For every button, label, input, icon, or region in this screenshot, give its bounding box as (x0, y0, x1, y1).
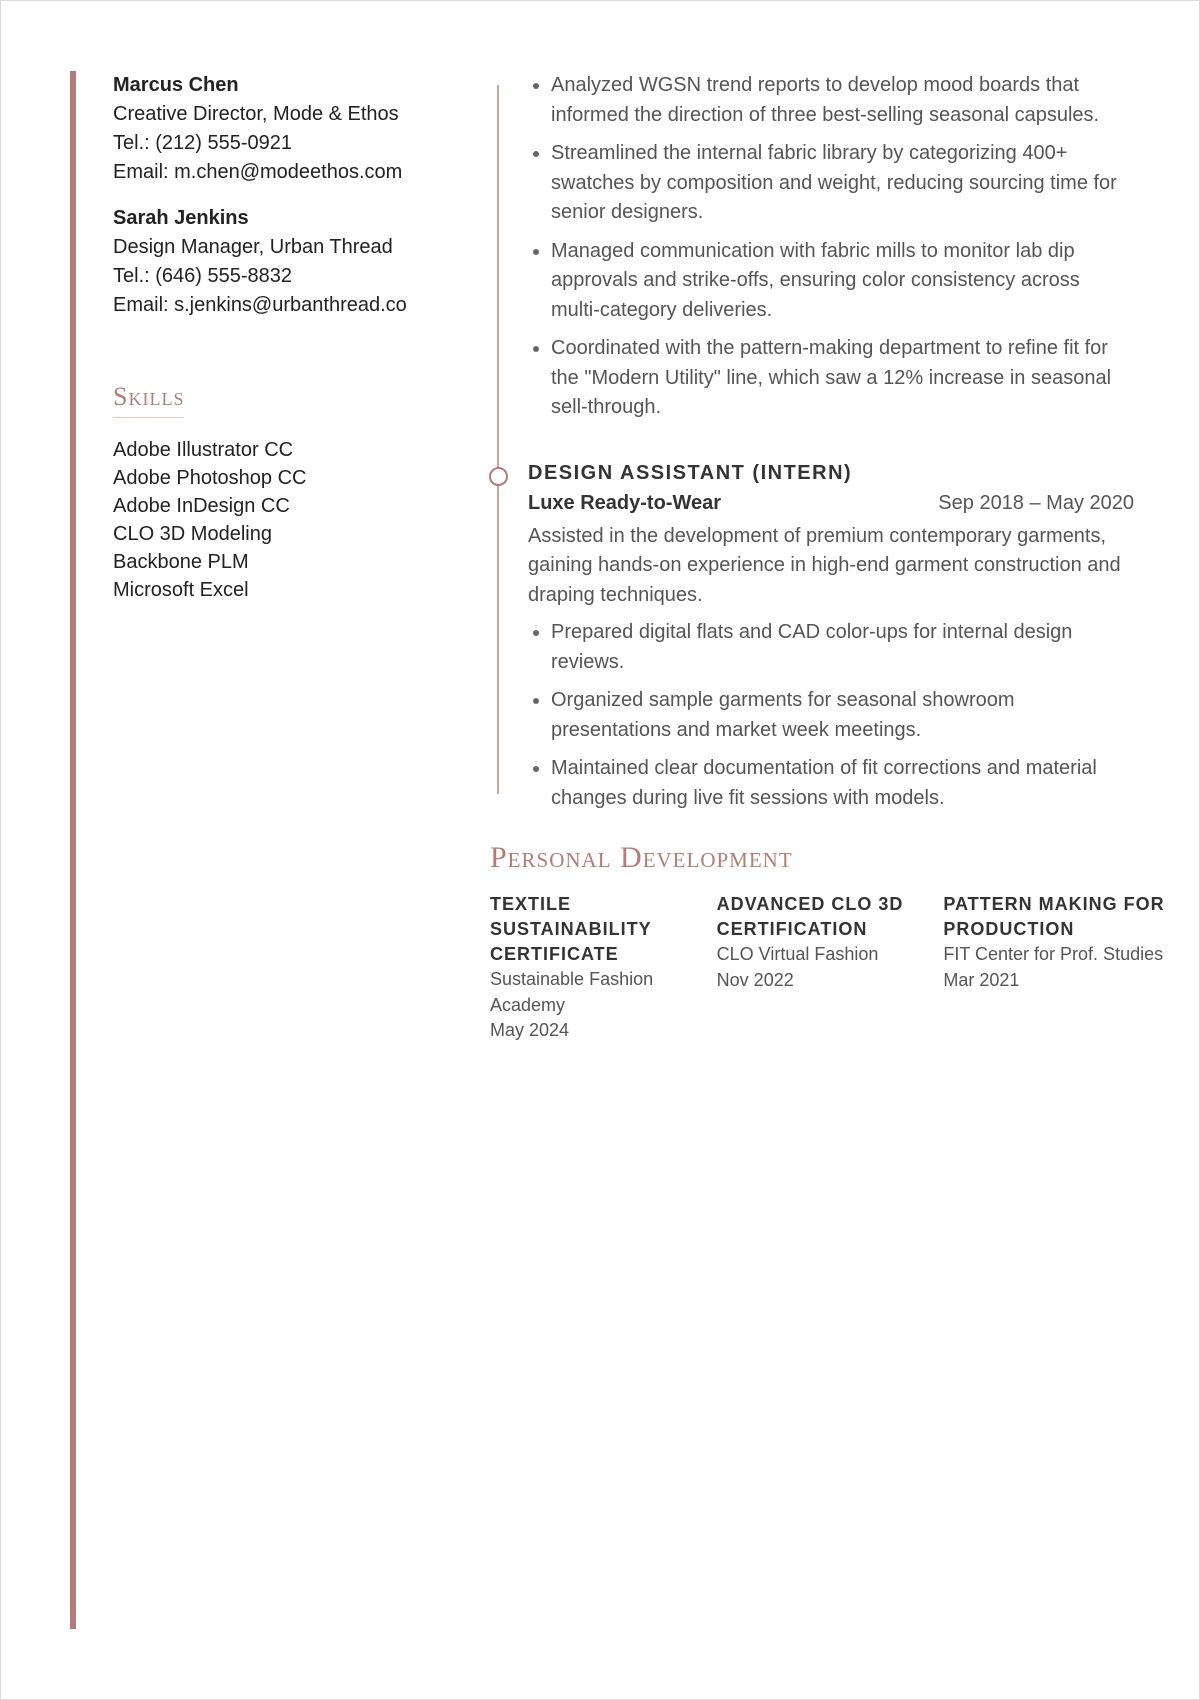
bullet-item: • Organized sample garments for seasonal showroom presentations and market week meetings. (551, 686, 1134, 745)
skill-item: Adobe Photoshop CC (113, 467, 307, 489)
skill-item: Backbone PLM (113, 551, 249, 573)
accent-bar (70, 71, 76, 1629)
certificate-issuer: FIT Center for Prof. Studies (943, 944, 1164, 964)
reference-entry (113, 204, 453, 320)
bullet-item: • Streamlined the internal fabric library by categorizing 400+ swatches by composition and weight, reducing sourcing time for senior designers. (551, 139, 1134, 228)
job-bullets (528, 618, 1134, 813)
reference-entry (113, 71, 453, 187)
personal-development-heading: Personal Development (490, 841, 793, 874)
certificate-card (717, 892, 944, 1044)
certificate-issuer: Sustainable Fashion Academy (490, 969, 654, 1015)
certificate-card (943, 892, 1170, 1044)
skills-list (113, 436, 453, 604)
reference-title: Creative Director, Mode & Ethos (113, 103, 399, 125)
skill-item: Adobe InDesign CC (113, 495, 290, 517)
skills-heading: Skills (113, 382, 184, 418)
certificate-date: Mar 2021 (943, 969, 1020, 990)
job-dates: Sep 2018 – May 2020 (938, 491, 1134, 514)
certificate-title: PATTERN MAKING FOR PRODUCTION (943, 894, 1165, 939)
reference-title: Design Manager, Urban Thread (113, 236, 393, 258)
skill-item: Microsoft Excel (113, 579, 249, 601)
job-company: Luxe Ready-to-Wear (528, 491, 722, 514)
skill-item: CLO 3D Modeling (113, 523, 272, 545)
previous-job-bullets (528, 71, 1134, 423)
certificate-title: ADVANCED CLO 3D CERTIFICATION (716, 894, 904, 939)
reference-name: Marcus Chen (113, 74, 239, 96)
bullet-item: • Managed communication with fabric mills to monitor lab dip approvals and strike-offs, ensuring color consistency across multi-category deliveries. (551, 237, 1134, 326)
job-meta (528, 488, 1134, 518)
bullet-item: • Prepared digital flats and CAD color-ups for internal design reviews. (551, 618, 1134, 677)
bullet-item: • Maintained clear documentation of fit corrections and material changes during live fit sessions with models. (551, 754, 1134, 813)
certificate-issuer: CLO Virtual Fashion (716, 944, 879, 964)
reference-email: Email: s.jenkins@urbanthread.co (113, 294, 407, 316)
job-title: DESIGN ASSISTANT (INTERN) (528, 461, 853, 484)
job-description: Assisted in the development of premium contemporary garments, gaining hands-on experience in high-end garment construction and draping techniques. (528, 524, 1121, 606)
skill-item: Adobe Illustrator CC (113, 439, 294, 461)
certificate-title: TEXTILE SUSTAINABILITY CERTIFICATE (490, 894, 652, 964)
certificates-row (490, 892, 1170, 1044)
bullet-item: • Coordinated with the pattern-making department to refine fit for the "Modern Utility" line, which saw a 12% increase in seasonal sell-through. (551, 334, 1134, 423)
certificate-date: May 2024 (490, 1020, 570, 1040)
reference-email: Email: m.chen@modeethos.com (113, 161, 403, 183)
timeline-node-icon (489, 467, 508, 486)
reference-phone: Tel.: (212) 555-0921 (113, 132, 293, 154)
left-column (113, 71, 453, 604)
experience-column (528, 71, 1134, 822)
bullet-item: • Analyzed WGSN trend reports to develop mood boards that informed the direction of three best-selling seasonal capsules. (551, 71, 1134, 130)
certificate-date: Nov 2022 (716, 969, 794, 990)
reference-phone: Tel.: (646) 555-8832 (113, 265, 293, 287)
timeline-line (497, 85, 499, 794)
job-entry (528, 460, 1134, 814)
reference-name: Sarah Jenkins (113, 207, 249, 229)
certificate-card (490, 892, 717, 1044)
